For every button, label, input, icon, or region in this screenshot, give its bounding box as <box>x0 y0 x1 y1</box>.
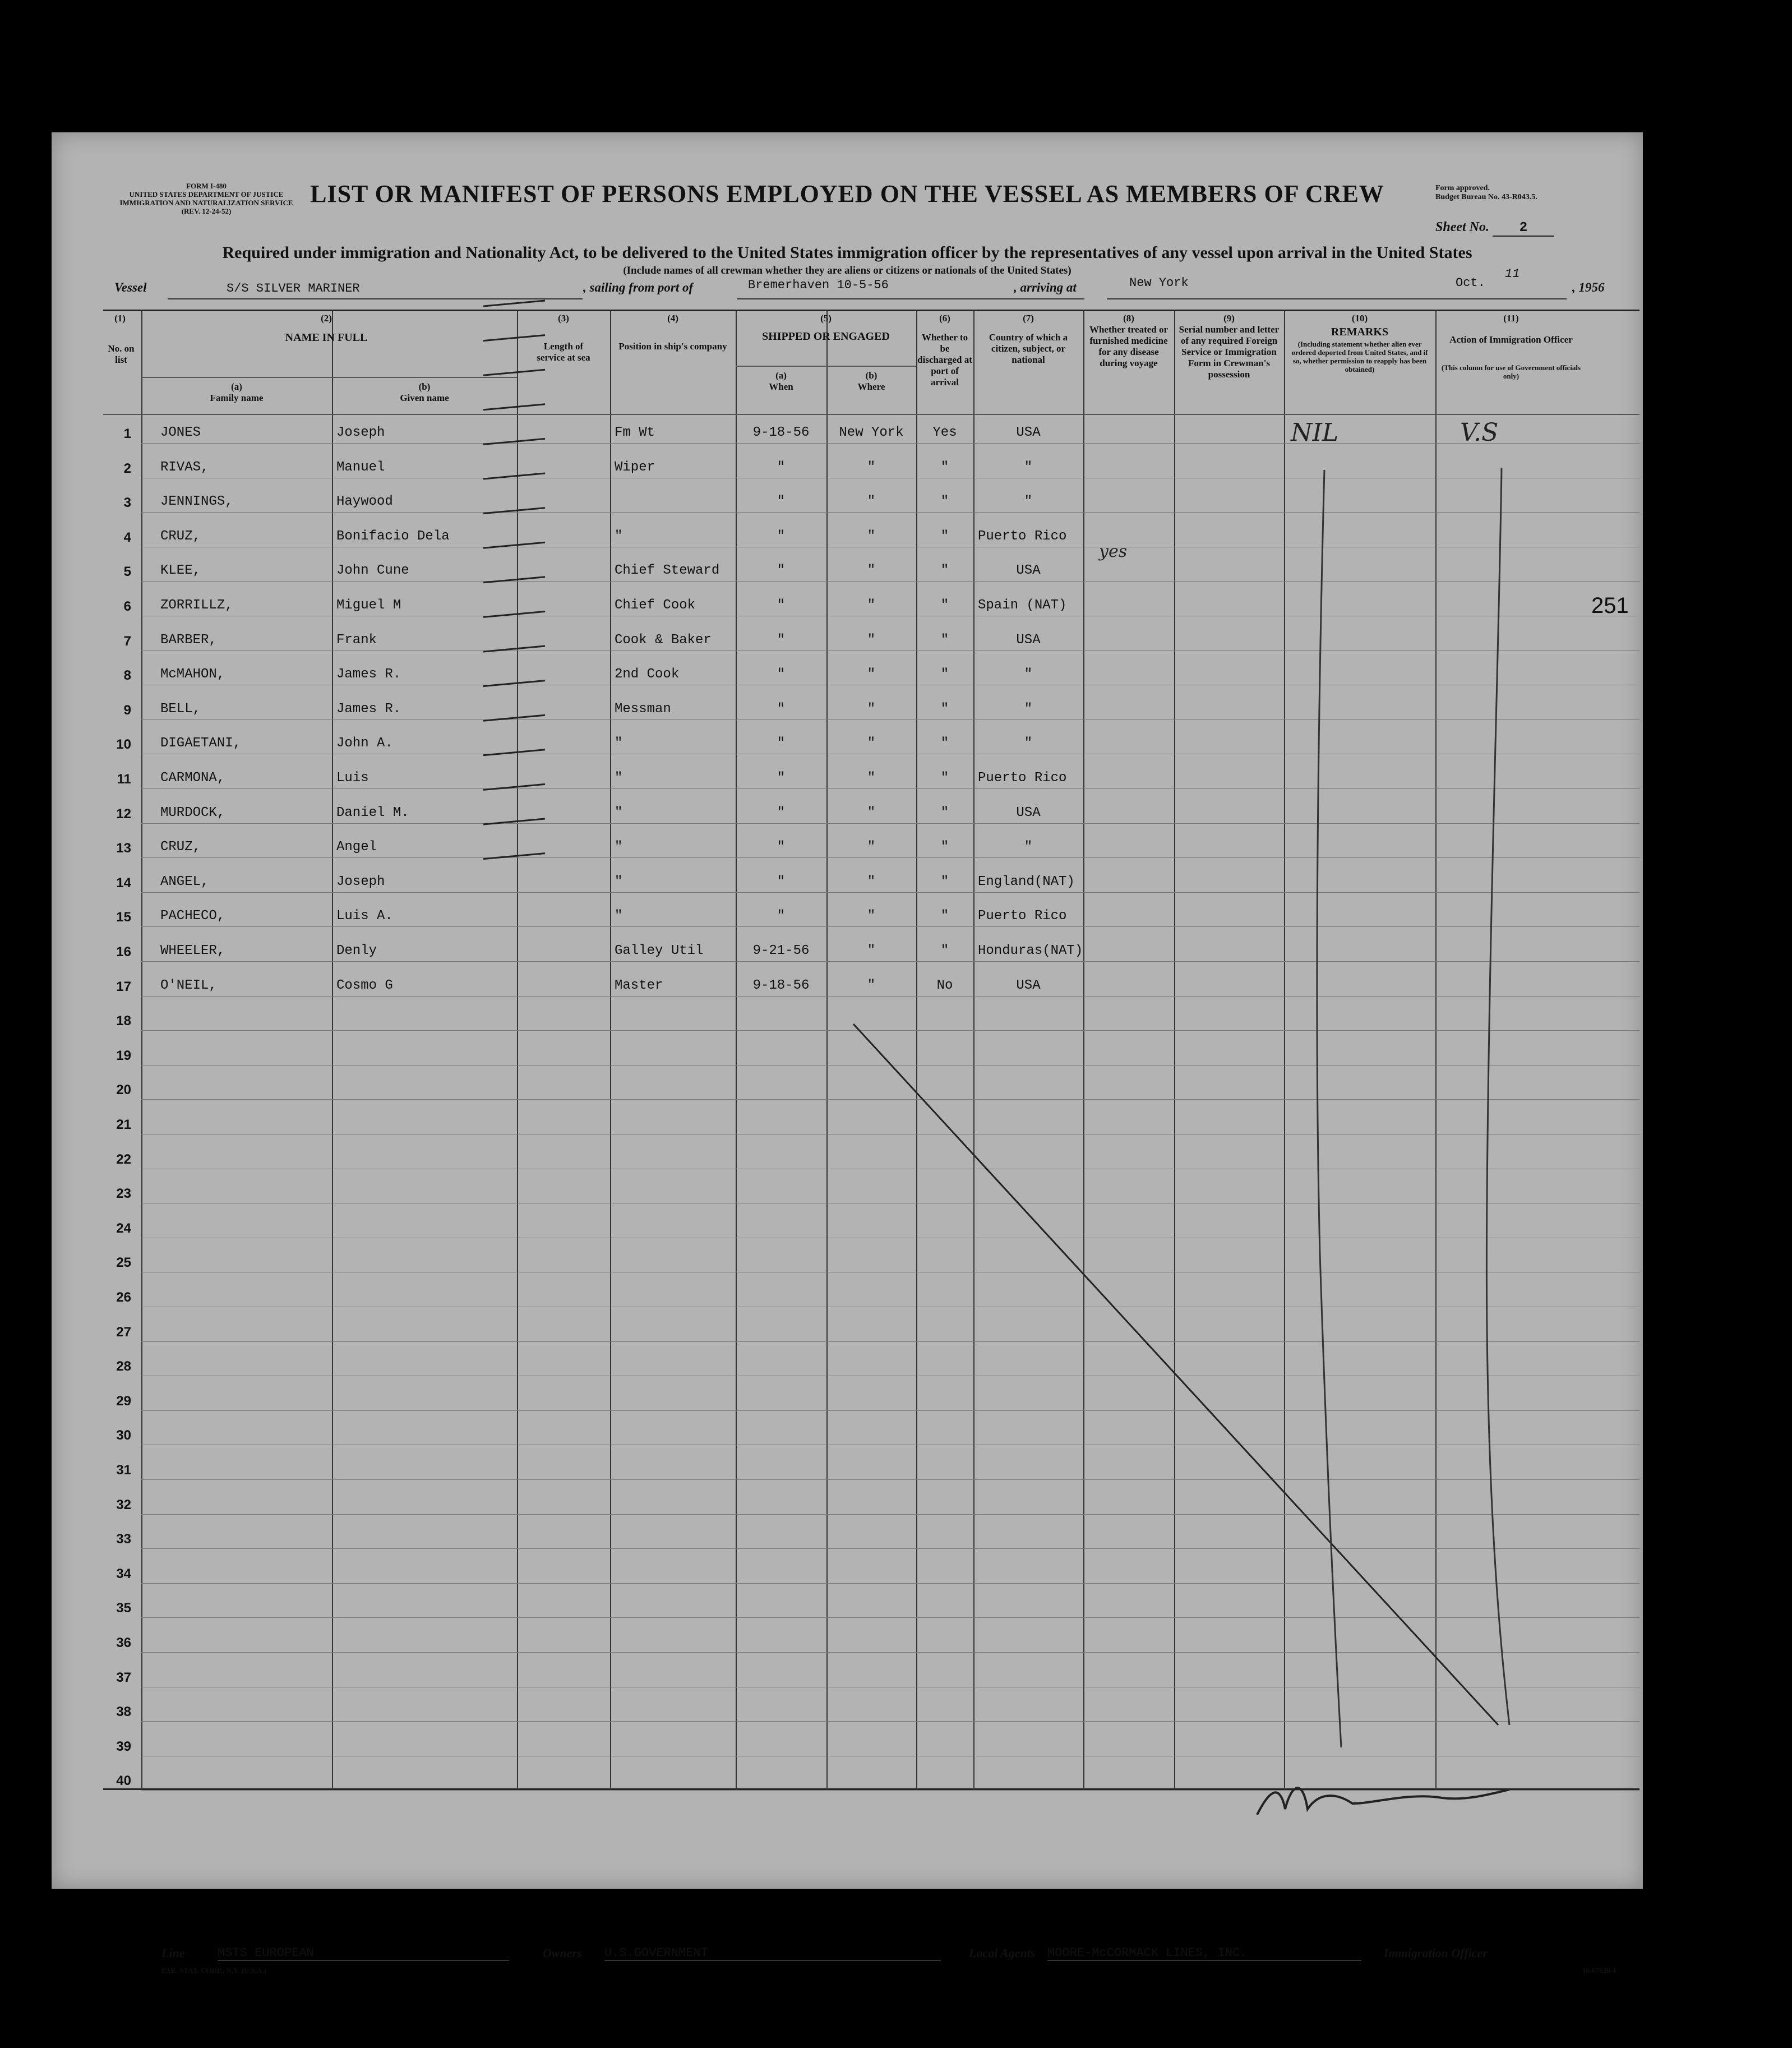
remarks-nil-handwritten: NIL <box>1291 418 1339 447</box>
cell-position: Master <box>615 977 663 993</box>
row-number: 26 <box>116 1290 131 1305</box>
sheet-value: 2 <box>1493 220 1554 237</box>
cell-discharged: " <box>940 771 949 786</box>
cell-country: Puerto Rico <box>978 771 1067 786</box>
cell-position: " <box>615 771 623 786</box>
form-number: FORM I-480 <box>186 182 227 190</box>
cell-discharged: " <box>940 598 949 613</box>
arriving-value: New York <box>1129 276 1189 290</box>
col10-label: REMARKS <box>1331 326 1389 338</box>
service: IMMIGRATION AND NATURALIZATION SERVICE <box>119 199 293 207</box>
cell-discharged: " <box>940 459 949 475</box>
cell-family: BELL, <box>160 701 201 717</box>
col1-label: No. on list <box>108 343 135 365</box>
cell-given: James R. <box>336 667 401 682</box>
cell-when: " <box>777 805 786 820</box>
cell-family: WHEELER, <box>160 943 225 958</box>
service-dash <box>483 784 545 790</box>
cell-family: O'NEIL, <box>160 977 217 993</box>
cell-when: " <box>777 840 786 855</box>
cell-country: USA <box>1016 632 1041 648</box>
cell-discharged: " <box>940 840 949 855</box>
cell-when: 9-18-56 <box>752 425 810 440</box>
cell-given: James R. <box>336 701 401 717</box>
col5b-number: (b) <box>865 370 877 381</box>
row-number: 34 <box>116 1566 131 1581</box>
vessel-label: Vessel <box>114 280 147 294</box>
cell-when: " <box>777 598 786 613</box>
cell-country: Puerto Rico <box>978 908 1067 924</box>
form-code: 16-67626-1 <box>1582 1966 1617 1975</box>
row-number: 12 <box>116 806 131 822</box>
cell-country: Spain (NAT) <box>978 598 1067 613</box>
cell-where: " <box>867 632 876 648</box>
row-number: 18 <box>116 1013 131 1029</box>
cell-discharged: " <box>940 874 949 889</box>
cell-where: New York <box>839 425 904 440</box>
handwriting-overlay <box>52 132 1643 1889</box>
cell-country: " <box>1024 667 1033 682</box>
row-number: 37 <box>116 1669 131 1685</box>
row-number: 28 <box>116 1359 131 1374</box>
cell-when: 9-21-56 <box>752 943 810 958</box>
cell-when: " <box>777 632 786 648</box>
printer-mark: PAR. STAT. CORP., N.Y. (U.S.A.) <box>161 1966 266 1975</box>
col2-label: NAME IN FULL <box>285 331 368 344</box>
row-number: 4 <box>123 529 131 545</box>
port-value: Bremerhaven 10-5-56 <box>748 278 889 292</box>
col7-label: Country of which a citizen, subject, or national <box>989 332 1068 365</box>
diagonal-cancel-line <box>853 1024 1498 1725</box>
cell-country: USA <box>1016 425 1041 440</box>
row-number: 32 <box>116 1497 131 1512</box>
service-dash <box>483 854 545 859</box>
cell-discharged: " <box>940 943 949 958</box>
row-number: 2 <box>123 460 131 476</box>
row-number: 8 <box>123 668 131 684</box>
col11-number: (11) <box>1503 313 1519 324</box>
cell-when: " <box>777 771 786 786</box>
cell-when: " <box>777 459 786 475</box>
cell-where: " <box>867 701 876 717</box>
cell-discharged: " <box>940 528 949 544</box>
subnote: (Include names of all crewman whether they are aliens or citizens or nationals of the United States) <box>623 265 1071 276</box>
row-number: 20 <box>116 1082 131 1098</box>
cell-where: " <box>867 840 876 855</box>
service-dash <box>483 681 545 686</box>
cell-country: " <box>1024 459 1033 475</box>
arriving-label: , arriving at <box>1014 280 1077 294</box>
col11-label: Action of Immigration Officer <box>1449 334 1573 345</box>
service-dash <box>483 473 545 479</box>
cell-where: " <box>867 528 876 544</box>
cell-given: Haywood <box>336 494 393 510</box>
owners-label: Owners <box>543 1946 582 1960</box>
col2-number: (2) <box>321 313 332 324</box>
action-vs-handwritten: V.S <box>1460 418 1499 447</box>
service-dash <box>483 439 545 444</box>
cell-given: Luis <box>336 771 369 786</box>
col9-label: Serial number and letter of any required Foreign Service or Immigration Form in Crewman's possession <box>1179 324 1280 380</box>
vessel-name: S/S SILVER MARINER <box>227 282 360 296</box>
row-number: 36 <box>116 1635 131 1650</box>
col9-number: (9) <box>1223 313 1235 324</box>
col5-number: (5) <box>820 313 832 324</box>
cell-given: Luis A. <box>336 908 393 924</box>
budget-bureau: Budget Bureau No. 43-R043.5. <box>1435 193 1537 201</box>
cell-discharged: " <box>940 667 949 682</box>
cell-when: " <box>777 563 786 579</box>
row-number: 33 <box>116 1532 131 1547</box>
subtitle: Required under immigration and Nationality Act, to be delivered to the United States immigration officer by the representatives of any vessel upon arrival in the United States <box>222 243 1472 262</box>
cell-discharged: " <box>940 494 949 510</box>
cell-family: ZORRILLZ, <box>160 598 233 613</box>
ditto-line-remarks <box>1317 470 1341 1747</box>
manifest-sheet <box>52 132 1643 1975</box>
month-value: Oct. <box>1456 276 1485 290</box>
col4-number: (4) <box>667 313 678 324</box>
service-dash <box>483 611 545 617</box>
service-dash <box>483 750 545 755</box>
cell-position: 2nd Cook <box>615 667 680 682</box>
service-dash <box>483 404 545 410</box>
cell-country: " <box>1024 840 1033 855</box>
row-number: 35 <box>116 1600 131 1616</box>
agents-label: Local Agents <box>969 1946 1036 1960</box>
row-number: 30 <box>116 1428 131 1443</box>
footer-line <box>161 1946 1642 1968</box>
cell-when: " <box>777 874 786 889</box>
approval-line: Form approved. <box>1435 184 1490 192</box>
revision: (REV. 12-24-52) <box>181 207 232 215</box>
cell-country: USA <box>1016 563 1041 579</box>
cell-where: " <box>867 459 876 475</box>
col6-number: (6) <box>939 313 950 324</box>
col11-note: (This column for use of Government officials only) <box>1441 363 1581 380</box>
cell-family: DIGAETANI, <box>160 736 242 751</box>
row-number: 15 <box>116 910 131 925</box>
medicine-yes-handwritten: yes <box>1099 542 1128 561</box>
row-number: 13 <box>116 841 131 856</box>
row-number: 31 <box>116 1463 131 1478</box>
service-dash <box>483 335 545 341</box>
officer-label: Immigration Officer <box>1384 1946 1488 1960</box>
cell-position: Messman <box>615 701 671 717</box>
cell-position: Galley Util <box>615 943 704 958</box>
cell-where: " <box>867 805 876 820</box>
cell-position: Chief Steward <box>615 563 720 579</box>
col1-number: (1) <box>114 313 126 324</box>
row-number: 1 <box>123 426 131 441</box>
row-number: 5 <box>123 564 131 580</box>
cell-position: Wiper <box>615 459 655 475</box>
cell-where: " <box>867 977 876 993</box>
row-number: 16 <box>116 944 131 960</box>
row-number: 17 <box>116 979 131 994</box>
cell-given: Frank <box>336 632 377 648</box>
service-dash <box>483 819 545 824</box>
cell-country: USA <box>1016 805 1041 820</box>
row-number: 10 <box>116 737 131 753</box>
cell-family: ANGEL, <box>160 874 209 889</box>
col6-label: Whether to be discharged at port of arrival <box>917 332 972 388</box>
cell-country: Honduras(NAT) <box>978 943 1083 958</box>
cell-given: Miguel M <box>336 598 401 613</box>
cell-family: McMAHON, <box>160 667 225 682</box>
row-number: 38 <box>116 1704 131 1720</box>
day-value: 11 <box>1505 267 1520 281</box>
row-number: 40 <box>116 1773 131 1789</box>
cell-position: Cook & Baker <box>615 632 712 648</box>
service-dash <box>483 508 545 514</box>
service-dash <box>483 301 545 306</box>
department: UNITED STATES DEPARTMENT OF JUSTICE <box>129 190 284 199</box>
col3-number: (3) <box>558 313 569 324</box>
stamp-number: 251 <box>1591 593 1629 618</box>
row-number: 24 <box>116 1220 131 1236</box>
col3-label: Length of service at sea <box>537 341 590 363</box>
row-number: 22 <box>116 1151 131 1167</box>
cell-when: " <box>777 528 786 544</box>
cell-family: CRUZ, <box>160 528 201 544</box>
col8-label: Whether treated or furnished medicine for any disease during voyage <box>1089 324 1169 368</box>
row-number: 6 <box>123 599 131 614</box>
cell-where: " <box>867 874 876 889</box>
service-dash <box>483 715 545 721</box>
cell-discharged: No <box>936 977 953 993</box>
cell-position: " <box>615 805 623 820</box>
col4-label: Position in ship's company <box>618 341 727 352</box>
cell-where: " <box>867 667 876 682</box>
cell-discharged: " <box>940 805 949 820</box>
agents-value: MOORE-McCORMACK LINES, INC. <box>1047 1946 1361 1961</box>
cell-given: Cosmo G <box>336 977 393 993</box>
officer-signature <box>1257 1788 1509 1815</box>
col10-number: (10) <box>1351 313 1368 324</box>
cell-when: 9-18-56 <box>752 977 810 993</box>
cell-discharged: " <box>940 908 949 924</box>
cell-family: JENNINGS, <box>160 494 233 510</box>
row-number: 14 <box>116 875 131 891</box>
line-label: Line <box>161 1946 185 1960</box>
col2b-number: (b) <box>418 381 431 392</box>
cell-where: " <box>867 771 876 786</box>
cell-discharged: " <box>940 563 949 579</box>
cell-when: " <box>777 701 786 717</box>
cell-position: " <box>615 908 623 924</box>
cell-given: Joseph <box>336 425 385 440</box>
row-number: 3 <box>123 495 131 511</box>
cell-family: JONES <box>160 425 201 440</box>
cell-given: Manuel <box>336 459 385 475</box>
row-number: 7 <box>123 633 131 649</box>
year-label: , 1956 <box>1572 280 1605 294</box>
cell-position: Chief Cook <box>615 598 696 613</box>
cell-position: " <box>615 874 623 889</box>
cell-family: CARMONA, <box>160 771 225 786</box>
col2b-label: Given name <box>400 393 449 403</box>
col5a-number: (a) <box>775 370 787 381</box>
col5a-label: When <box>769 381 793 392</box>
page-title: LIST OR MANIFEST OF PERSONS EMPLOYED ON THE VESSEL AS MEMBERS OF CREW <box>310 180 1384 207</box>
cell-where: " <box>867 943 876 958</box>
sheet-label: Sheet No. <box>1435 220 1489 234</box>
cell-where: " <box>867 494 876 510</box>
row-number: 23 <box>116 1186 131 1202</box>
col2a-label: Family name <box>210 393 264 403</box>
cell-given: John A. <box>336 736 393 751</box>
cell-family: CRUZ, <box>160 840 201 855</box>
cell-when: " <box>777 908 786 924</box>
cell-country: " <box>1024 736 1033 751</box>
cell-where: " <box>867 736 876 751</box>
row-number: 25 <box>116 1255 131 1271</box>
row-number: 9 <box>123 702 131 718</box>
row-number: 11 <box>117 772 131 787</box>
cell-country: Puerto Rico <box>978 528 1067 544</box>
row-number: 19 <box>116 1048 131 1063</box>
cell-family: BARBER, <box>160 632 217 648</box>
service-dash <box>483 646 545 652</box>
cell-discharged: " <box>940 632 949 648</box>
ditto-line-action <box>1486 468 1509 1725</box>
cell-family: PACHECO, <box>160 908 225 924</box>
cell-discharged: " <box>940 701 949 717</box>
col5-label: SHIPPED OR ENGAGED <box>762 330 890 343</box>
cell-country: " <box>1024 701 1033 717</box>
row-number: 21 <box>116 1117 131 1132</box>
cell-where: " <box>867 598 876 613</box>
row-number: 29 <box>116 1393 131 1409</box>
cell-given: Bonifacio Dela <box>336 528 450 544</box>
cell-position: " <box>615 528 623 544</box>
cell-given: John Cune <box>336 563 409 579</box>
cell-discharged: " <box>940 736 949 751</box>
service-dash <box>483 542 545 548</box>
col2a-number: (a) <box>231 381 242 392</box>
cell-given: Denly <box>336 943 377 958</box>
cell-country: " <box>1024 494 1033 510</box>
cell-when: " <box>777 736 786 751</box>
cell-family: KLEE, <box>160 563 201 579</box>
col7-number: (7) <box>1023 313 1034 324</box>
col8-number: (8) <box>1123 313 1134 324</box>
port-label: , sailing from port of <box>583 280 694 294</box>
cell-when: " <box>777 494 786 510</box>
cell-country: England(NAT) <box>978 874 1075 889</box>
owners-value: U.S.GOVERNMENT <box>604 1946 941 1961</box>
cell-family: RIVAS, <box>160 459 209 475</box>
line-value: MSTS EUROPEAN <box>218 1946 509 1961</box>
cell-country: USA <box>1016 977 1041 993</box>
cell-position: Fm Wt <box>615 425 655 440</box>
cell-given: Joseph <box>336 874 385 889</box>
service-dash <box>483 577 545 583</box>
cell-position: " <box>615 840 623 855</box>
cell-position: " <box>615 736 623 751</box>
service-dash <box>483 370 545 375</box>
row-number: 27 <box>116 1324 131 1340</box>
cell-given: Daniel M. <box>336 805 409 820</box>
cell-discharged: Yes <box>932 425 957 440</box>
cell-family: MURDOCK, <box>160 805 225 820</box>
cell-where: " <box>867 563 876 579</box>
row-number: 39 <box>116 1738 131 1754</box>
col10-note: (Including statement whether alien ever ordered deported from United States, and if so, whether permission to reapply has been obtained) <box>1291 340 1428 373</box>
cell-where: " <box>867 908 876 924</box>
cell-given: Angel <box>336 840 377 855</box>
col5b-label: Where <box>857 381 885 392</box>
cell-when: " <box>777 667 786 682</box>
